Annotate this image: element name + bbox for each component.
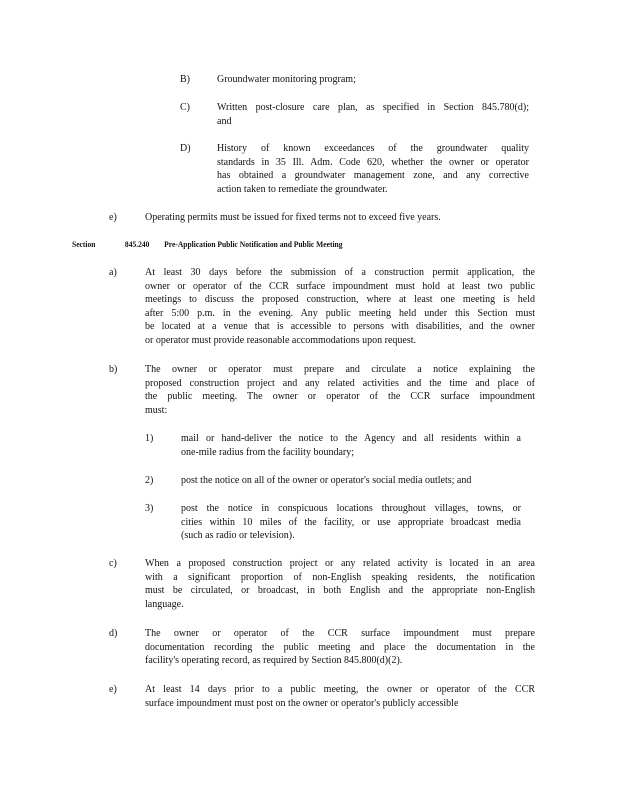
subitem-text (181, 432, 521, 459)
text-line: documentation recording the public meeting and place the documentation in the (145, 641, 535, 653)
text-line: must: (145, 404, 168, 416)
text-line: one-mile radius from the facility boundary; (181, 446, 355, 458)
subitem-text (217, 142, 529, 196)
text-line: surface impoundment must post on the owner or operator's publicly accessible (145, 697, 459, 709)
text-line: facility's operating record, as required by Section 845.800(d)(2). (145, 655, 403, 667)
text-line: after 5:00 p.m. in the evening. Any public meeting held under this Section must (145, 307, 535, 319)
text-line: post the notice on all of the owner or operator's social media outlets; and (181, 475, 472, 486)
subitem-label: 2) (145, 475, 154, 486)
text-line: Written post-closure care plan, as specified in Section 845.780(d); (217, 102, 529, 113)
text-line: has obtained a groundwater management zone, and any corrective (217, 170, 529, 182)
subitem-label: 1) (145, 433, 154, 444)
subitem-text (217, 101, 529, 128)
text-line: standards in 35 Ill. Adm. Code 620, whether the owner or operator (217, 156, 529, 168)
text-line: Groundwater monitoring program; (217, 74, 356, 85)
item-text (145, 683, 535, 710)
subitem-text (181, 474, 531, 488)
text-line: post the notice in conspicuous locations throughout villages, towns, or (181, 503, 521, 514)
subitem-label: B) (180, 74, 190, 85)
text-line: mail or hand-deliver the notice to the Agency and all residents within a (181, 433, 521, 444)
item-text (145, 557, 535, 611)
section-heading (72, 240, 495, 249)
section-number: 845.240 (124, 240, 150, 249)
item-label: a) (109, 267, 117, 278)
text-line: When a proposed construction project or any related activity is located in an area (145, 558, 535, 569)
item-label: e) (109, 684, 117, 695)
subitem-text (181, 502, 521, 543)
text-line: proposed construction project and any related activities and the time and place of (145, 377, 535, 389)
text-line: History of known exceedances of the groundwater quality (217, 143, 529, 154)
subitem-text (217, 73, 529, 87)
text-line: (such as radio or television). (181, 530, 295, 542)
item-text (145, 211, 535, 225)
text-line: or operator must provide reasonable accommodations upon request. (145, 334, 417, 346)
item-text (145, 627, 535, 668)
subitem-label: C) (180, 102, 190, 113)
item-label: c) (109, 558, 117, 569)
item-label: d) (109, 628, 118, 639)
section-word: Section (72, 240, 96, 249)
text-line: be located at a venue that is accessible to persons with disabilities, and the owner (145, 321, 535, 333)
text-line: Operating permits must be issued for fixed terms not to exceed five years. (145, 212, 441, 223)
text-line: owner or operator of the CCR surface impoundment must hold at least two public (145, 280, 535, 292)
text-line: meetings to discuss the proposed construction, where at least one meeting is held (145, 294, 535, 306)
text-line: action taken to remediate the groundwater. (217, 183, 388, 195)
section-title: Pre-Application Public Notification and Public Meeting (164, 240, 343, 249)
text-line: The owner or operator of the CCR surface impoundment must prepare (145, 628, 535, 639)
item-label: b) (109, 364, 118, 375)
subitem-label: 3) (145, 503, 154, 514)
text-line: cities within 10 miles of the facility, or use appropriate broadcast media (181, 516, 521, 528)
item-text (145, 266, 535, 348)
item-text (145, 363, 535, 417)
text-line: the public meeting. The owner or operator of the CCR surface impoundment (145, 391, 535, 403)
item-label: e) (109, 212, 117, 223)
text-line: At least 30 days before the submission of a construction permit application, the (145, 267, 535, 278)
text-line: The owner or operator must prepare and circulate a notice explaining the (145, 364, 535, 375)
text-line: and (217, 115, 232, 127)
text-line: language. (145, 598, 184, 610)
text-line: At least 14 days prior to a public meeting, the owner or operator of the CCR (145, 684, 535, 695)
text-line: with a significant proportion of non-English speaking residents, the notification (145, 571, 535, 583)
subitem-label: D) (180, 143, 191, 154)
text-line: must be circulated, or broadcast, in both English and the appropriate non-English (145, 585, 535, 597)
